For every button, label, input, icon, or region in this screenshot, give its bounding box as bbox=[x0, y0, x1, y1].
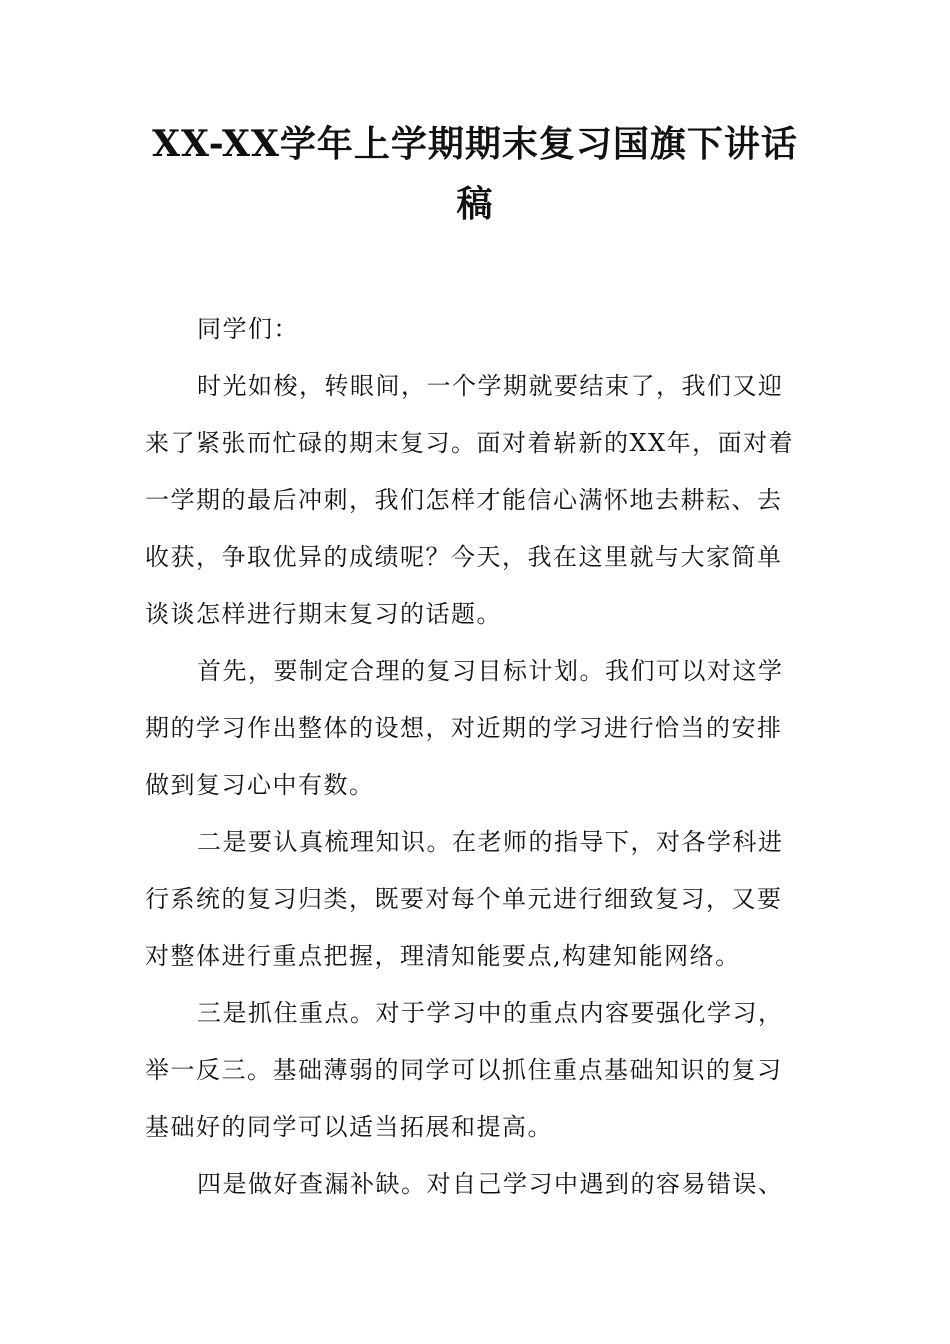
paragraph-2-line-2: 期的学习作出整体的设想，对近期的学习进行恰当的安排 bbox=[145, 714, 783, 742]
paragraph-1-line-4: 收获，争取优异的成绩呢？今天，我在这里就与大家简单 bbox=[145, 543, 783, 571]
paragraph-3-line-2: 行系统的复习归类，既要对每个单元进行细致复习，又要 bbox=[145, 885, 783, 913]
paragraph-4-line-3: 基础好的同学可以适当拓展和提高。 bbox=[145, 1113, 553, 1141]
paragraph-2-line-1: 首先，要制定合理的复习目标计划。我们可以对这学 bbox=[197, 657, 784, 685]
salutation: 同学们： bbox=[197, 315, 299, 343]
document-title-line-2: 稿 bbox=[456, 183, 494, 225]
paragraph-1-line-2: 来了紧张而忙碌的期末复习。面对着崭新的XX年，面对着 bbox=[145, 429, 795, 457]
paragraph-3-line-3: 对整体进行重点把握，理清知能要点,构建知能网络。 bbox=[145, 942, 741, 970]
paragraph-1-line-3: 一学期的最后冲刺，我们怎样才能信心满怀地去耕耘、去 bbox=[145, 486, 783, 514]
paragraph-2-line-3: 做到复习心中有数。 bbox=[145, 771, 375, 799]
paragraph-1-line-5: 谈谈怎样进行期末复习的话题。 bbox=[145, 600, 502, 628]
paragraph-3-line-1: 二是要认真梳理知识。在老师的指导下，对各学科进 bbox=[197, 828, 784, 856]
paragraph-4-line-2: 举一反三。基础薄弱的同学可以抓住重点基础知识的复习 bbox=[145, 1056, 783, 1084]
paragraph-4-line-1: 三是抓住重点。对于学习中的重点内容要强化学习， bbox=[197, 999, 784, 1027]
document-title-line-1: XX-XX学年上学期期末复习国旗下讲话 bbox=[152, 123, 798, 165]
paragraph-1-line-1: 时光如梭，转眼间，一个学期就要结束了，我们又迎 bbox=[197, 372, 784, 400]
paragraph-5-line-1: 四是做好查漏补缺。对自己学习中遇到的容易错误、 bbox=[197, 1170, 784, 1198]
